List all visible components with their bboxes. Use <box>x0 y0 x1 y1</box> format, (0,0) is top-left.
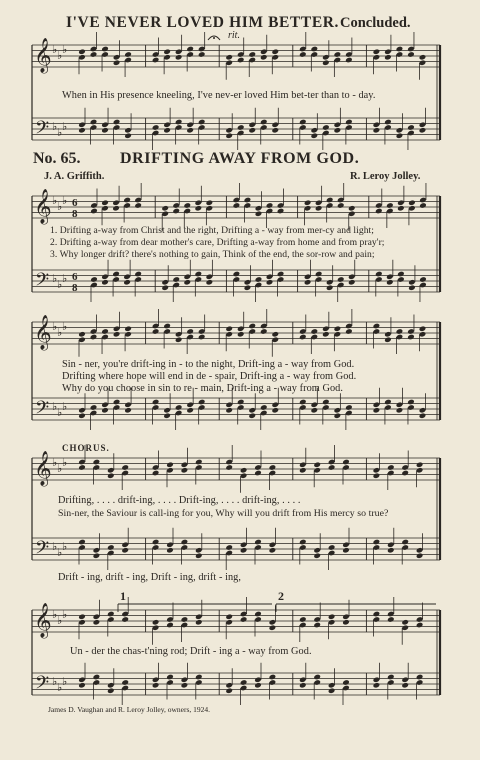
flat-sign: ♭ <box>62 400 68 413</box>
note-head <box>345 404 353 411</box>
note-head <box>271 331 279 338</box>
note-head <box>373 407 381 414</box>
copyright-footer: James D. Vaughan and R. Leroy Jolley, owners, 1924. <box>48 705 211 714</box>
flat-sign: ♭ <box>52 120 58 133</box>
note-head <box>408 284 416 291</box>
time-signature-bottom: 8 <box>72 282 78 294</box>
note-head <box>244 197 252 204</box>
note-head <box>266 202 274 209</box>
note-head <box>313 622 321 629</box>
flat-sign: ♭ <box>57 546 63 559</box>
note-head <box>107 544 115 551</box>
note-head <box>161 205 169 212</box>
note-head <box>328 544 336 551</box>
note-head <box>373 539 381 546</box>
note-head <box>124 51 132 58</box>
note-head <box>107 687 115 694</box>
note-head <box>419 276 427 283</box>
flat-sign: ♭ <box>52 272 58 285</box>
lyricist-credit: J. A. Griffith. <box>44 171 105 182</box>
note-head <box>322 124 330 131</box>
note-head <box>186 407 194 414</box>
note-head <box>124 407 132 414</box>
flat-sign: ♭ <box>62 675 68 688</box>
note-head <box>255 210 263 217</box>
note-head <box>93 619 101 626</box>
note-head <box>397 271 405 278</box>
note-head <box>260 328 268 335</box>
note-head <box>78 539 86 546</box>
note-head <box>152 57 160 64</box>
flat-sign: ♭ <box>52 43 58 56</box>
note-head <box>225 464 233 471</box>
note-head <box>326 197 334 204</box>
note-head <box>254 682 262 689</box>
note-head <box>225 54 233 61</box>
note-head <box>401 470 409 477</box>
note-head <box>121 464 129 471</box>
note-head <box>396 328 404 335</box>
note-head <box>240 616 248 623</box>
treble-clef: 𝄞 <box>34 189 52 224</box>
note-head <box>183 202 191 209</box>
note-head <box>315 271 323 278</box>
note-head <box>206 199 214 206</box>
note-head <box>299 399 307 406</box>
note-head <box>233 271 241 278</box>
note-head <box>248 127 256 134</box>
flat-sign: ♭ <box>57 278 63 291</box>
note-head <box>166 547 174 554</box>
note-head <box>175 404 183 411</box>
note-head <box>225 407 233 414</box>
top-system-lyric: When in His presence kneeling, I've nev-er loved Him bet-ter than to - day. <box>62 90 376 101</box>
note-head <box>113 399 121 406</box>
note-head <box>266 279 274 286</box>
note-head <box>107 611 115 618</box>
note-head <box>195 674 203 681</box>
note-head <box>386 279 394 286</box>
note-head <box>260 54 268 61</box>
concluded-label: Concluded. <box>340 15 411 31</box>
note-head <box>397 205 405 212</box>
note-head <box>113 331 121 338</box>
note-head <box>348 279 356 286</box>
note-head <box>304 279 312 286</box>
note-head <box>334 412 342 419</box>
note-head <box>416 552 424 559</box>
flat-sign: ♭ <box>52 320 58 333</box>
flat-sign: ♭ <box>52 675 58 688</box>
note-head <box>152 328 160 335</box>
verse-2-line-2: Drifting where hope will end in de - spair, Drift-ing a - way from God. <box>62 371 357 382</box>
note-head <box>101 46 109 53</box>
note-head <box>345 119 353 126</box>
note-head <box>198 399 206 406</box>
note-head <box>416 622 424 629</box>
note-head <box>334 51 342 58</box>
note-head <box>121 547 129 554</box>
note-head <box>311 328 319 335</box>
treble-clef: 𝄞 <box>34 38 52 73</box>
note-head <box>407 51 415 58</box>
note-head <box>373 323 381 330</box>
note-head <box>387 464 395 471</box>
note-head <box>342 547 350 554</box>
note-head <box>396 407 404 414</box>
note-head <box>186 127 194 134</box>
note-head <box>328 613 336 620</box>
note-head <box>237 124 245 131</box>
note-head <box>387 547 395 554</box>
note-head <box>90 208 98 215</box>
note-head <box>277 208 285 215</box>
verse-1-line-1: 1. Drifting a-way from Christ and the right, Drifting a - way from mer-cy and light; <box>50 225 374 236</box>
verse-1-line-2: Sin - ner, you're drift-ing in - to the night, Drift-ing a - way from God. <box>62 359 355 370</box>
note-head <box>134 271 142 278</box>
note-head <box>93 674 101 681</box>
note-head <box>225 132 233 139</box>
note-head <box>387 616 395 623</box>
note-head <box>198 119 206 126</box>
note-head <box>152 619 160 626</box>
flat-sign: ♭ <box>57 681 63 694</box>
bass-clef: 𝄢 <box>35 270 50 295</box>
chorus-label: CHORUS. <box>62 443 110 453</box>
note-head <box>384 399 392 406</box>
second-ending-mark: 2 <box>278 589 284 603</box>
note-head <box>315 205 323 212</box>
note-head <box>373 472 381 479</box>
note-head <box>313 552 321 559</box>
note-head <box>322 331 330 338</box>
note-head <box>124 132 132 139</box>
note-head <box>299 51 307 58</box>
note-head <box>240 679 248 686</box>
note-head <box>237 399 245 406</box>
flat-sign: ♭ <box>52 608 58 621</box>
note-head <box>90 276 98 283</box>
bass-clef: 𝄢 <box>35 538 50 563</box>
note-head <box>373 127 381 134</box>
note-head <box>175 336 183 343</box>
previous-song-title: I'VE NEVER LOVED HIM BETTER. <box>66 14 340 31</box>
note-head <box>311 132 319 139</box>
note-head <box>373 682 381 689</box>
note-head <box>101 127 109 134</box>
flat-sign: ♭ <box>62 608 68 621</box>
flat-sign: ♭ <box>57 200 63 213</box>
note-head <box>78 464 86 471</box>
note-head <box>152 399 160 406</box>
flat-sign: ♭ <box>57 406 63 419</box>
time-signature-top: 6 <box>72 271 78 283</box>
flat-sign: ♭ <box>52 540 58 553</box>
treble-clef: 𝄞 <box>34 603 52 638</box>
flat-sign: ♭ <box>57 462 63 475</box>
flat-sign: ♭ <box>62 272 68 285</box>
note-head <box>248 412 256 419</box>
note-head <box>375 271 383 278</box>
note-head <box>334 325 342 332</box>
note-head <box>161 284 169 291</box>
first-ending-mark: 1 <box>120 589 126 603</box>
note-head <box>198 334 206 341</box>
note-head <box>163 412 171 419</box>
note-head <box>78 682 86 689</box>
note-head <box>337 202 345 209</box>
note-head <box>345 57 353 64</box>
ritardando-mark: rit. <box>228 30 240 41</box>
note-head <box>328 464 336 471</box>
verse-2-line-1: 2. Drifting a-way from dear mother's care, Drifting a-way from home and from pray'r; <box>50 237 385 248</box>
note-head <box>233 202 241 209</box>
note-head <box>112 205 120 212</box>
note-head <box>254 470 262 477</box>
note-head <box>78 412 86 419</box>
note-head <box>181 616 189 623</box>
bass-clef: 𝄢 <box>35 673 50 698</box>
note-head <box>175 119 183 126</box>
note-head <box>407 124 415 131</box>
flat-sign: ♭ <box>52 400 58 413</box>
note-head <box>186 328 194 335</box>
note-head <box>419 412 427 419</box>
note-head <box>299 539 307 546</box>
note-head <box>101 328 109 335</box>
note-head <box>419 325 427 332</box>
note-head <box>401 619 409 626</box>
note-head <box>269 674 277 681</box>
note-head <box>101 199 109 206</box>
note-head <box>299 682 307 689</box>
note-head <box>121 679 129 686</box>
note-head <box>419 54 427 61</box>
note-head <box>313 461 321 468</box>
note-head <box>407 334 415 341</box>
note-head <box>93 459 101 466</box>
note-head <box>326 284 334 291</box>
note-head <box>121 616 129 623</box>
note-head <box>152 682 160 689</box>
verse-3-line-1: 3. Why longer drift? there's nothing to gain, Think of the end, the sor-row and pain; <box>50 249 375 260</box>
note-head <box>78 48 86 55</box>
time-signature-bottom: 8 <box>72 208 78 220</box>
note-head <box>112 271 120 278</box>
note-head <box>248 323 256 330</box>
note-head <box>269 547 277 554</box>
note-head <box>198 51 206 58</box>
note-head <box>419 202 427 209</box>
note-head <box>260 404 268 411</box>
note-head <box>407 399 415 406</box>
note-head <box>373 48 381 55</box>
treble-clef: 𝄞 <box>34 451 52 486</box>
note-head <box>386 202 394 209</box>
note-head <box>299 616 307 623</box>
flat-sign: ♭ <box>62 540 68 553</box>
note-head <box>181 539 189 546</box>
note-head <box>163 127 171 134</box>
bass-clef: 𝄢 <box>35 398 50 423</box>
flat-sign: ♭ <box>62 120 68 133</box>
note-head <box>271 407 279 414</box>
note-head <box>322 59 330 66</box>
note-head <box>322 399 330 406</box>
flat-sign: ♭ <box>62 320 68 333</box>
note-head <box>311 46 319 53</box>
note-head <box>396 46 404 53</box>
note-head <box>237 57 245 64</box>
note-head <box>248 51 256 58</box>
chorus-middle-lyric: Sin-ner, the Saviour is call-ing for you, Why will you drift from His mercy so true? <box>58 508 389 519</box>
note-head <box>90 404 98 411</box>
note-head <box>384 119 392 126</box>
song-title: DRIFTING AWAY FROM GOD. <box>120 150 360 167</box>
note-head <box>134 202 142 209</box>
note-head <box>328 687 336 694</box>
note-head <box>311 407 319 414</box>
note-head <box>152 539 160 546</box>
note-head <box>101 407 109 414</box>
note-head <box>387 674 395 681</box>
note-head <box>124 325 132 332</box>
flat-sign: ♭ <box>52 456 58 469</box>
note-head <box>175 54 183 61</box>
note-head <box>152 470 160 477</box>
note-head <box>152 124 160 131</box>
flat-sign: ♭ <box>62 43 68 56</box>
note-head <box>269 624 277 631</box>
note-head <box>269 464 277 471</box>
note-head <box>313 674 321 681</box>
note-head <box>123 197 131 204</box>
note-head <box>78 127 86 134</box>
note-head <box>113 59 121 66</box>
note-head <box>101 279 109 286</box>
final-lyric: Un - der the chas-t'ning rod; Drift - ing a - way from God. <box>70 646 312 657</box>
note-head <box>271 48 279 55</box>
note-head <box>375 208 383 215</box>
flat-sign: ♭ <box>52 194 58 207</box>
note-head <box>206 279 214 286</box>
flat-sign: ♭ <box>57 614 63 627</box>
note-head <box>244 284 252 291</box>
flat-sign: ♭ <box>57 126 63 139</box>
note-head <box>401 682 409 689</box>
note-head <box>342 679 350 686</box>
note-head <box>337 276 345 283</box>
note-head <box>345 328 353 335</box>
note-head <box>166 461 174 468</box>
note-head <box>93 552 101 559</box>
note-head <box>225 325 233 332</box>
note-head <box>299 467 307 474</box>
note-head <box>90 51 98 58</box>
note-head <box>195 552 203 559</box>
note-head <box>401 539 409 546</box>
note-head <box>416 461 424 468</box>
note-head <box>334 127 342 134</box>
flat-sign: ♭ <box>62 456 68 469</box>
note-head <box>172 276 180 283</box>
flat-sign: ♭ <box>57 326 63 339</box>
note-head <box>186 46 194 53</box>
note-head <box>78 331 86 338</box>
note-head <box>166 674 174 681</box>
note-head <box>384 54 392 61</box>
note-head <box>419 127 427 134</box>
note-head <box>90 334 98 341</box>
note-head <box>342 459 350 466</box>
note-head <box>225 544 233 551</box>
note-head <box>237 331 245 338</box>
note-head <box>172 208 180 215</box>
note-head <box>416 674 424 681</box>
note-head <box>107 472 115 479</box>
time-signature-top: 6 <box>72 197 78 209</box>
note-head <box>408 199 416 206</box>
note-head <box>254 539 262 546</box>
note-head <box>195 205 203 212</box>
note-head <box>271 127 279 134</box>
note-head <box>260 119 268 126</box>
treble-clef: 𝄞 <box>34 315 52 350</box>
fermata-icon <box>213 37 215 39</box>
note-head <box>304 199 312 206</box>
note-head <box>113 119 121 126</box>
note-head <box>195 271 203 278</box>
note-head <box>348 205 356 212</box>
note-head <box>240 467 248 474</box>
bass-clef: 𝄢 <box>35 118 50 143</box>
flat-sign: ♭ <box>57 49 63 62</box>
note-head <box>254 611 262 618</box>
note-head <box>78 613 86 620</box>
note-head <box>90 119 98 126</box>
note-head <box>163 323 171 330</box>
song-number: No. 65. <box>33 150 81 167</box>
note-head <box>240 547 248 554</box>
composer-credit: R. Leroy Jolley. <box>350 171 421 182</box>
note-head <box>373 611 381 618</box>
note-head <box>181 682 189 689</box>
verse-3-line-2: Why do you choose in sin to re - main, Drift-ing a - way from God. <box>62 383 343 394</box>
note-head <box>166 622 174 629</box>
note-head <box>195 459 203 466</box>
note-head <box>396 132 404 139</box>
note-head <box>384 336 392 343</box>
note-head <box>299 334 307 341</box>
note-head <box>183 279 191 286</box>
note-head <box>342 619 350 626</box>
chorus-lower-lyric: Drift - ing, drift - ing, Drift - ing, drift - ing, <box>58 572 241 583</box>
note-head <box>225 687 233 694</box>
note-head <box>277 271 285 278</box>
chorus-upper-lyric: Drifting, . . . . drift-ing, . . . . Drift-ing, . . . . drift-ing, . . . . <box>58 495 301 506</box>
note-head <box>123 279 131 286</box>
note-head <box>181 467 189 474</box>
note-head <box>255 276 263 283</box>
note-head <box>225 613 233 620</box>
note-head <box>299 119 307 126</box>
flat-sign: ♭ <box>62 194 68 207</box>
note-head <box>195 619 203 626</box>
note-head <box>163 48 171 55</box>
